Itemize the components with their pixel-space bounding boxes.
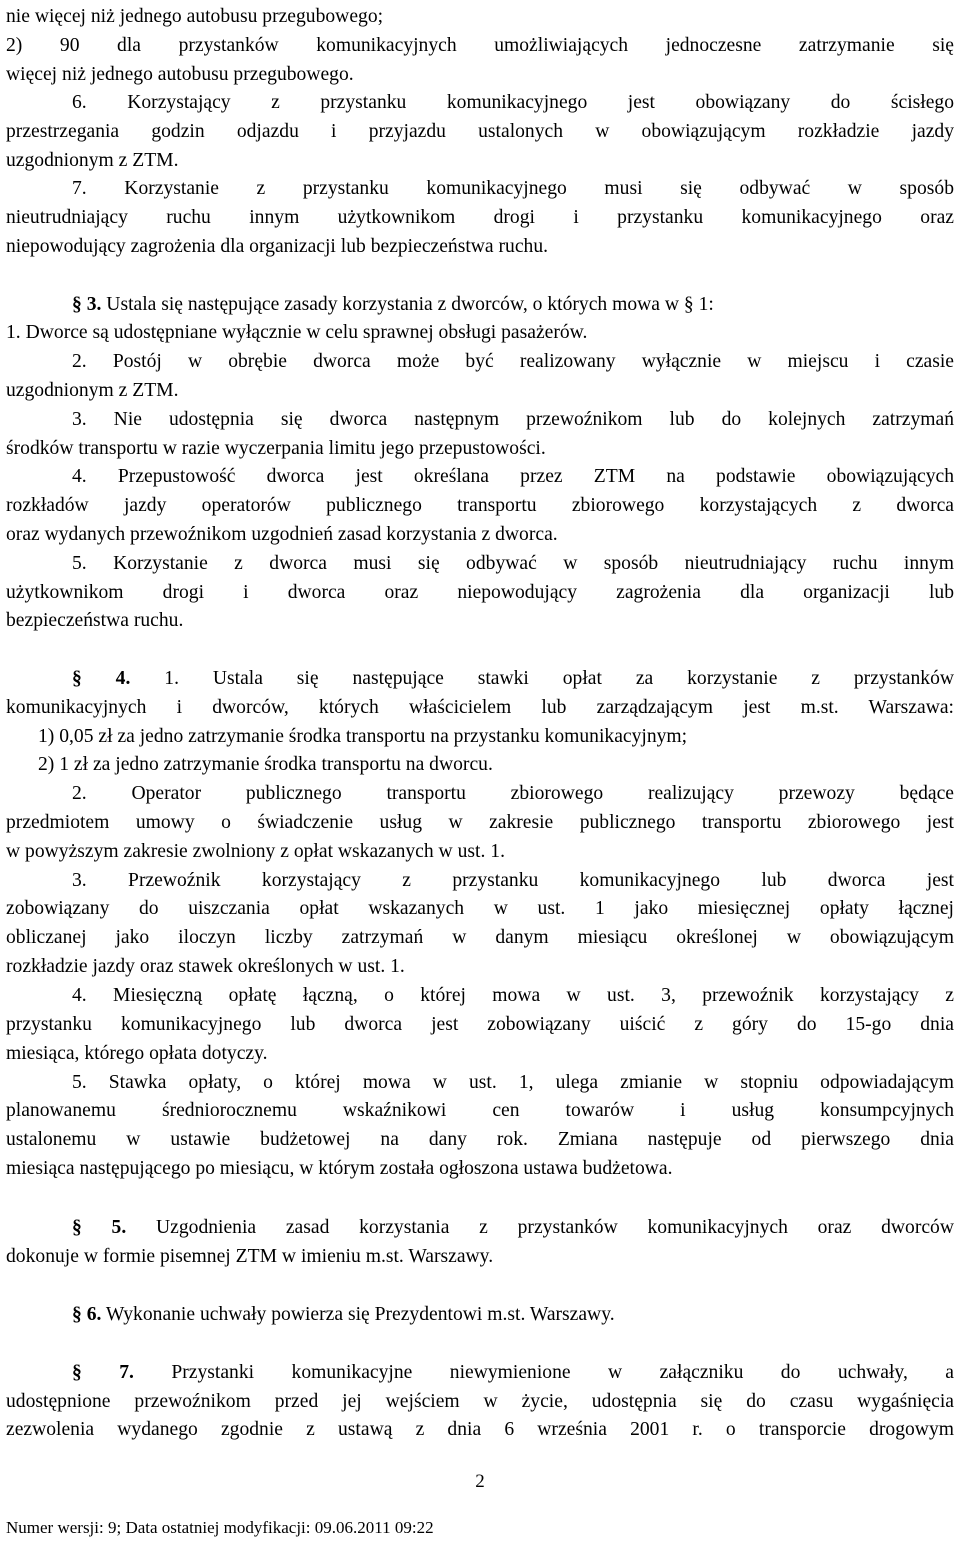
text-line — [6, 610, 954, 632]
line-text: bezpieczeństwa ruchu. — [6, 610, 184, 631]
text-line — [6, 1419, 954, 1441]
text-line — [6, 927, 954, 949]
line-text: udostępnione przewoźnikom przed jej wejściem w życie, udostępnia się do czasu wygaśnięcia — [6, 1391, 954, 1412]
section-number: § 4. — [72, 668, 131, 689]
line-text: środków transportu w razie wyczerpania limitu jego przepustowości. — [6, 438, 546, 459]
line-text: rozkładzie jazdy oraz stawek określonych w ust. 1. — [6, 956, 405, 977]
line-text: Ustala się następujące zasady korzystania z dworców, o których mowa w § 1: — [101, 294, 714, 315]
text-line — [72, 409, 954, 431]
line-text: 4. Miesięczną opłatę łączną, o której mowa w ust. 3, przewoźnik korzystający z — [72, 985, 954, 1006]
text-line — [6, 812, 954, 834]
text-line — [6, 207, 954, 229]
text-line — [6, 1129, 954, 1151]
section-line — [72, 294, 954, 316]
text-line — [72, 985, 954, 1007]
line-text: 4. Przepustowość dworca jest określana przez ZTM na podstawie obowiązujących — [72, 466, 954, 487]
text-line — [6, 121, 954, 143]
text-line — [6, 495, 954, 517]
text-line — [72, 351, 954, 373]
section-line — [72, 668, 954, 690]
line-text: miesiąca następującego po miesiącu, w którym została ogłoszona ustawa budżetowa. — [6, 1158, 673, 1179]
line-text: więcej niż jednego autobusu przegubowego. — [6, 64, 354, 85]
line-text: zobowiązany do uiszczania opłat wskazanych w ust. 1 jako miesięcznej opłaty łącznej — [6, 898, 954, 919]
text-line — [6, 1158, 954, 1180]
line-text: 2. Postój w obrębie dworca może być realizowany wyłącznie w miejscu i czasie — [72, 351, 954, 372]
line-text: 7. Korzystanie z przystanku komunikacyjnego musi się odbywać w sposób — [72, 178, 954, 199]
text-line — [72, 92, 954, 114]
section-number: § 3. — [72, 294, 102, 315]
line-text: nie więcej niż jednego autobusu przegubowego; — [6, 6, 384, 27]
line-text: 5. Stawka opłaty, o której mowa w ust. 1, ulega zmianie w stopniu odpowiadającym — [72, 1072, 954, 1093]
line-text: przystanku komunikacyjnego lub dworca jest zobowiązany uiścić z góry do 15-go dnia — [6, 1014, 954, 1035]
text-line — [72, 1072, 954, 1094]
line-text: Uzgodnienia zasad korzystania z przystanków komunikacyjnych oraz dworców — [126, 1217, 955, 1238]
line-text: uzgodnionym z ZTM. — [6, 380, 179, 401]
text-line — [6, 322, 954, 344]
text-line — [72, 553, 954, 575]
text-line — [6, 1246, 954, 1268]
text-line — [72, 783, 954, 805]
line-text: niepowodujący zagrożenia dla organizacji lub bezpieczeństwa ruchu. — [6, 236, 549, 257]
text-line — [6, 64, 954, 86]
text-line — [6, 524, 954, 546]
text-line — [6, 150, 954, 172]
line-text: miesiąca, którego opłata dotyczy. — [6, 1043, 268, 1064]
text-line — [6, 582, 954, 604]
line-text: 2) 1 zł za jedno zatrzymanie środka transportu na dworcu. — [38, 754, 493, 775]
line-text: użytkownikom drogi i dworca oraz niepowodujący zagrożenia dla organizacji lub — [6, 582, 954, 603]
line-text: przedmiotem umowy o świadczenie usług w zakresie publicznego transportu zbiorowego jest — [6, 812, 954, 833]
text-line — [6, 697, 954, 719]
line-text: 1. Ustala się następujące stawki opłat za korzystanie z przystanków — [130, 668, 955, 689]
line-text: ustalonemu w ustawie budżetowej na dany rok. Zmiana następuje od pierwszego dnia — [6, 1129, 954, 1150]
line-text: 3. Nie udostępnia się dworca następnym przewoźnikom lub do kolejnych zatrzymań — [72, 409, 954, 430]
text-line — [6, 1014, 954, 1036]
section-number: § 5. — [72, 1217, 127, 1238]
line-text: 2) 90 dla przystanków komunikacyjnych umożliwiających jednoczesne zatrzymanie się — [6, 35, 954, 56]
line-text: 5. Korzystanie z dworca musi się odbywać w sposób nieutrudniający ruchu innym — [72, 553, 954, 574]
line-text: 3. Przewoźnik korzystający z przystanku komunikacyjnego lub dworca jest — [72, 870, 954, 891]
line-text: planowanemu średniorocznemu wskaźnikowi cen towarów i usług konsumpcyjnych — [6, 1100, 954, 1121]
text-line — [72, 466, 954, 488]
text-line — [72, 870, 954, 892]
section-line — [72, 1304, 954, 1326]
text-line — [6, 841, 954, 863]
line-text: 1) 0,05 zł za jedno zatrzymanie środka transportu na przystanku komunikacyjnym; — [38, 726, 688, 747]
text-line — [38, 754, 954, 776]
line-text: nieutrudniający ruchu innym użytkownikom drogi i przystanku komunikacyjnego oraz — [6, 207, 954, 228]
section-number: § 6. — [72, 1304, 102, 1325]
text-line — [6, 35, 954, 57]
text-line — [6, 236, 954, 258]
text-line — [6, 438, 954, 460]
page-number: 2 — [475, 1471, 485, 1492]
text-line — [6, 898, 954, 920]
line-text: 6. Korzystający z przystanku komunikacyjnego jest obowiązany do ścisłego — [72, 92, 954, 113]
line-text: uzgodnionym z ZTM. — [6, 150, 179, 171]
line-text: Przystanki komunikacyjne niewymienione w załączniku do uchwały, a — [133, 1362, 954, 1383]
line-text: zezwolenia wydanego zgodnie z ustawą z dnia 6 września 2001 r. o transporcie drogowym — [6, 1419, 954, 1440]
line-text: 2. Operator publicznego transportu zbiorowego realizujący przewozy będące — [72, 783, 954, 804]
line-text: Wykonanie uchwały powierza się Prezydentowi m.st. Warszawy. — [101, 1304, 615, 1325]
text-line — [72, 178, 954, 200]
line-text: 1. Dworce są udostępniane wyłącznie w celu sprawnej obsługi pasażerów. — [6, 322, 588, 343]
line-text: komunikacyjnych i dworców, których właścicielem lub zarządzającym jest m.st. Warszawa: — [6, 697, 954, 718]
text-line — [6, 380, 954, 402]
line-text: w powyższym zakresie zwolniony z opłat wskazanych w ust. 1. — [6, 841, 505, 862]
line-text: dokonuje w formie pisemnej ZTM w imieniu m.st. Warszawy. — [6, 1246, 494, 1267]
text-line — [6, 6, 954, 28]
line-text: przestrzegania godzin odjazdu i przyjazdu ustalonych w obowiązującym rozkładzie jazdy — [6, 121, 954, 142]
text-line — [6, 1100, 954, 1122]
text-line — [6, 1391, 954, 1413]
text-line — [38, 726, 954, 748]
section-line — [72, 1362, 954, 1384]
version-footer: Numer wersji: 9; Data ostatniej modyfikacji: 09.06.2011 09:22 — [6, 1518, 434, 1537]
section-line — [72, 1217, 954, 1239]
text-line — [6, 1043, 954, 1065]
line-text: oraz wydanych przewoźnikom uzgodnień zasad korzystania z dworca. — [6, 524, 558, 545]
section-number: § 7. — [72, 1362, 134, 1383]
text-line — [6, 956, 954, 978]
line-text: rozkładów jazdy operatorów publicznego transportu zbiorowego korzystających z dworca — [6, 495, 954, 516]
line-text: obliczanej jako iloczyn liczby zatrzymań w danym miesiącu określonej w obowiązującym — [6, 927, 954, 948]
